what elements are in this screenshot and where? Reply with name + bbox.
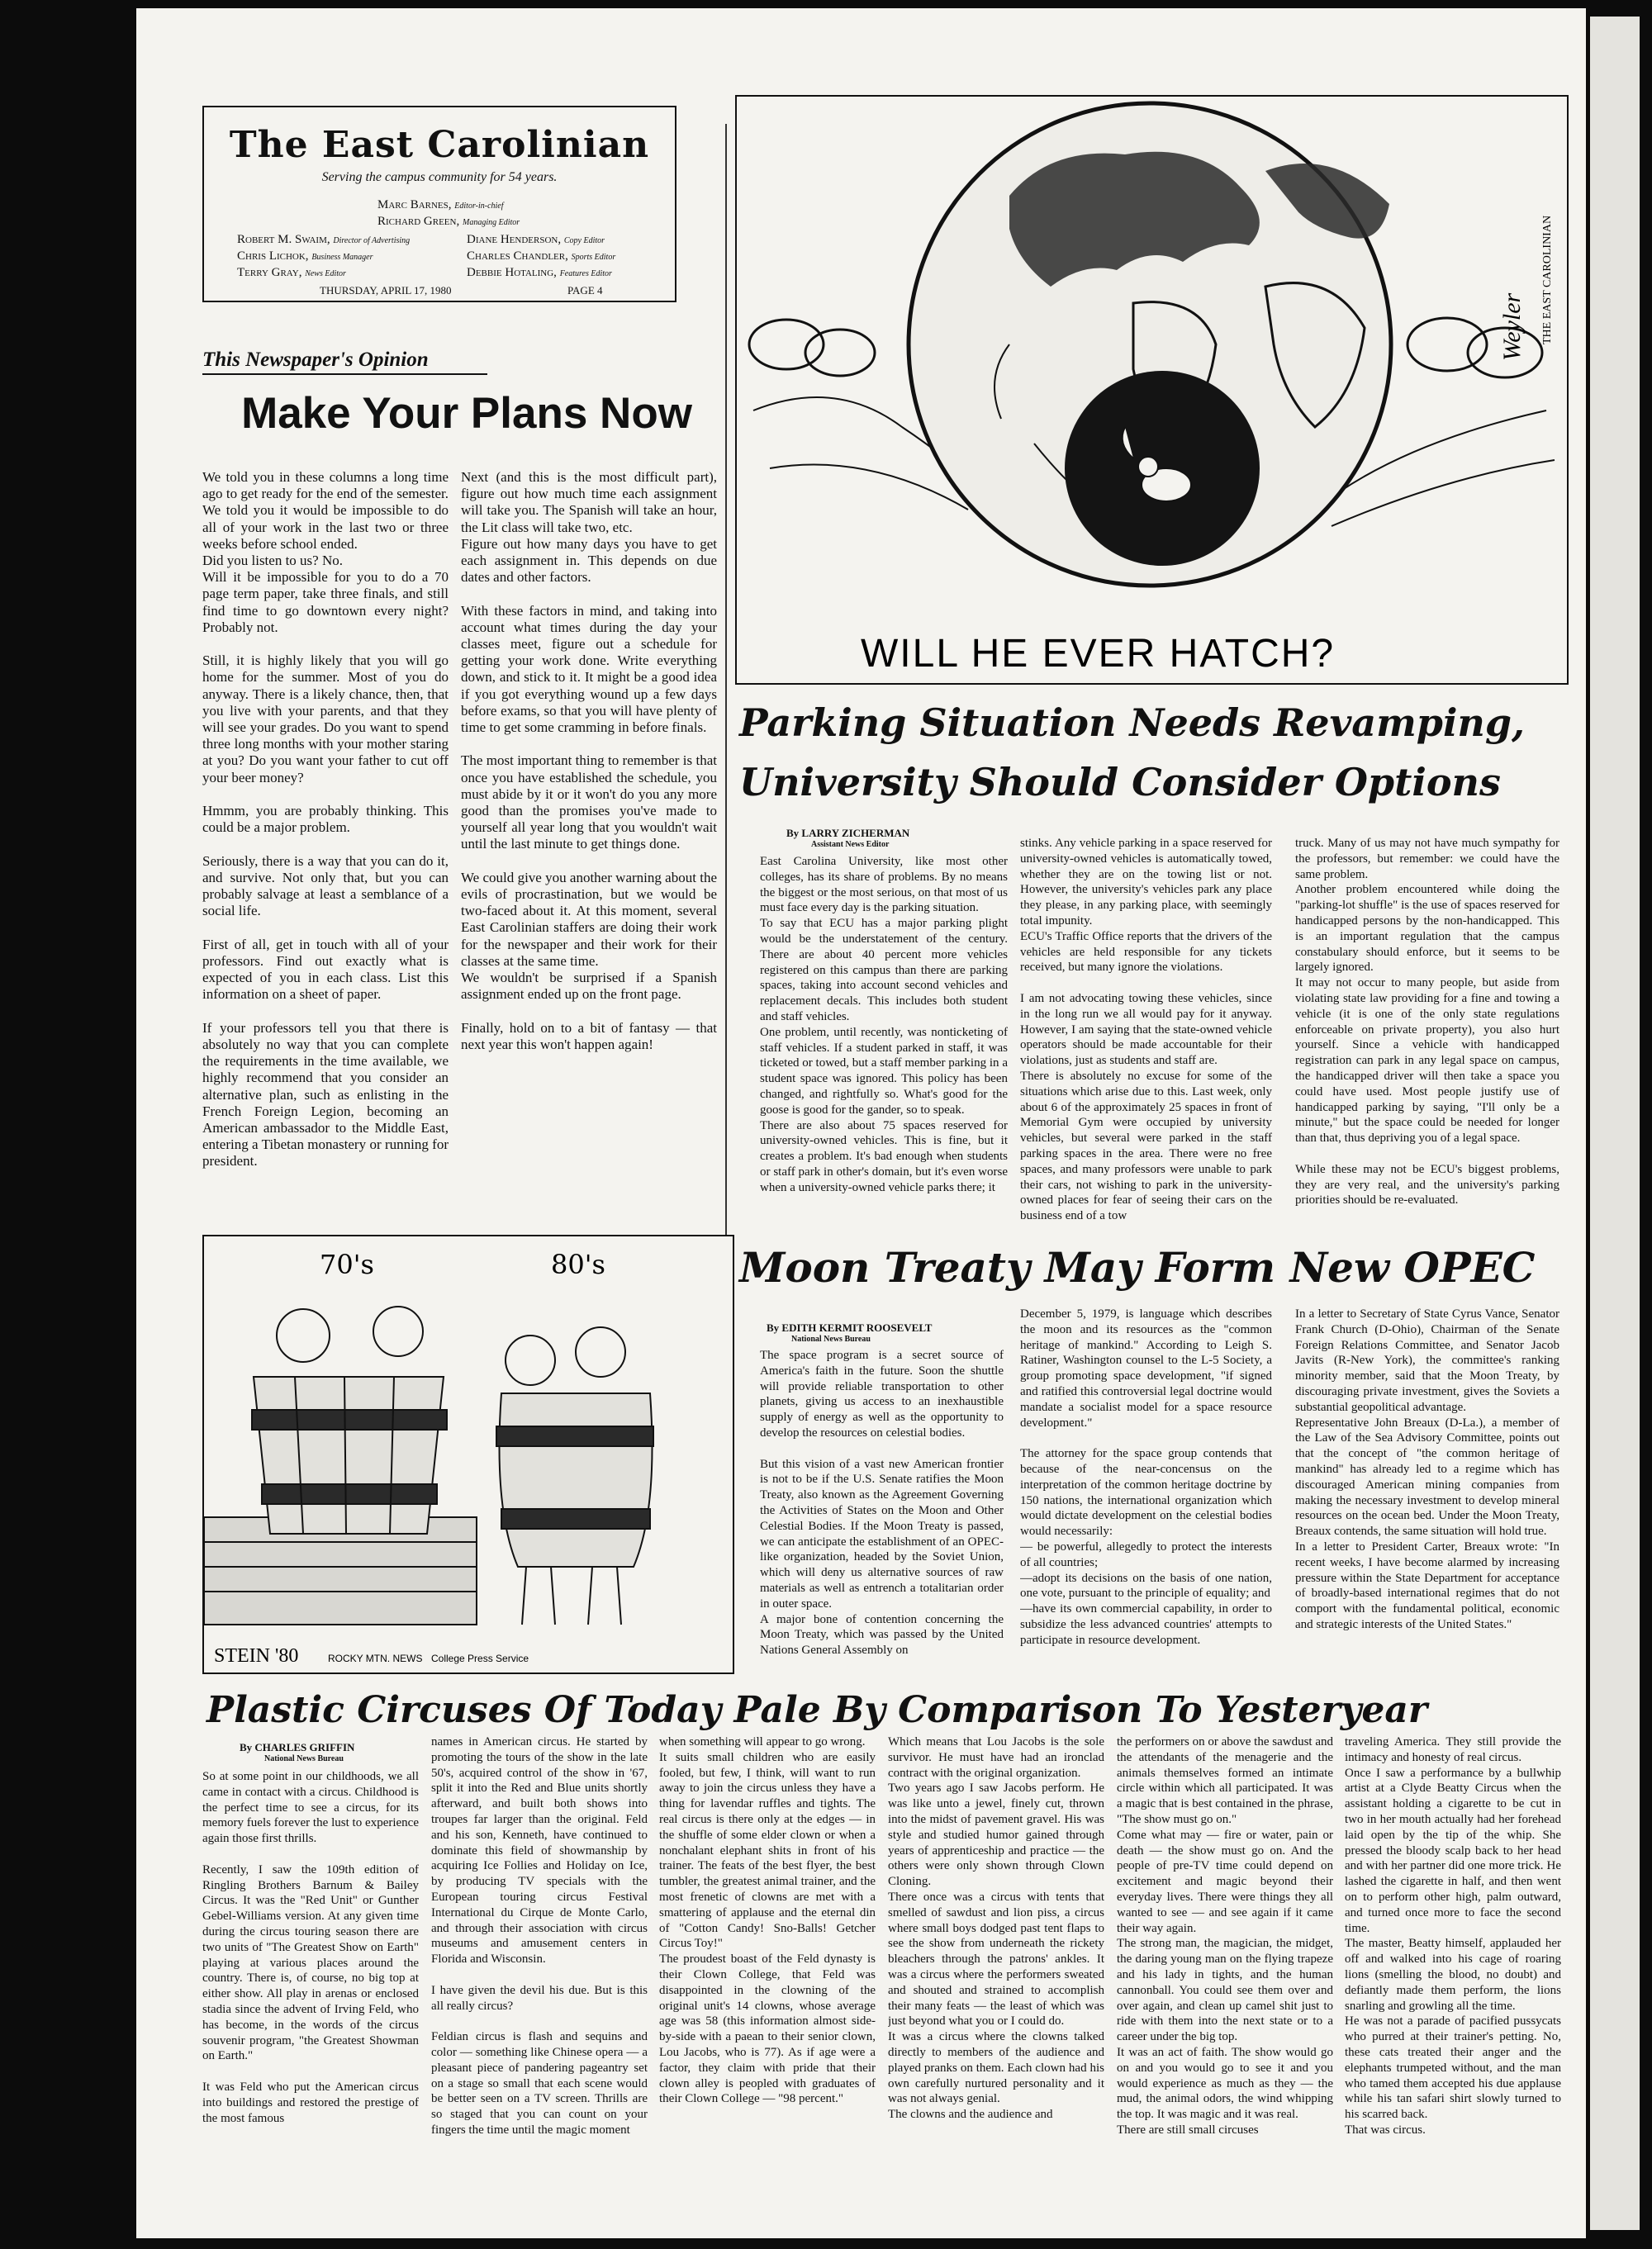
masthead-title: The East Carolinian (229, 124, 650, 166)
cartoon-credit: College Press Service (431, 1653, 529, 1664)
cartoon-credit: ROCKY MTN. NEWS (328, 1653, 423, 1664)
parking-headline-2: University Should Consider Options (739, 760, 1501, 804)
moon-column-1: The space program is a secret source of America's faith in the future. Soon the shuttle will provide reliable transportation to other planets, giving us access to an inexhaustible supply of energy as well as the opportunity to develop the resources on celestial bodies. But this vision of a vast new American frontier is not to be if the U.S. Senate ratifies the Moon Treaty, also known as the Agreement Governing the Activities of States on the Moon and Other Celestial Bodies. If the Moon Treaty is passed, we can anticipate the establishment of an OPEC-like organization, headed by the Soviet Union, which will deny us alternative sources of raw materials as well as entrench a totalitarian order in outer space. A major bone of contention concerning the Moon Treaty, which was passed by the United Nations General Assembly on (760, 1349, 1004, 1658)
editorial-kicker: This Newspaper's Opinion (202, 349, 429, 371)
moon-column-2: December 5, 1979, is language which describes the moon and its resources as the "common heritage of mankind." According to Leigh S. Ratiner, Washington counsel to the L-5 Society, a group promoting space development, "if signed and ratified this controversial legal doctrine would mandate a socialist model for a space resource development." The attorney for the space group contends that because of the near-concensus on the interpretation of the common heritage doctrine by 150 nations, the international organization which would dictate development on the celestial bodies would necessarily: — be powerful, allegedly to protect the interests of all countries; —adopt its decisions on the basis of one nation, one vote, pursuant to the principle of equality; and —have its own commercial capability, in order to subsidize the less advanced countries' attempts to participate in resource development. (1020, 1307, 1272, 1647)
page-number: PAGE 4 (567, 284, 603, 297)
staff-line: Robert M. Swaim, Director of Advertising (237, 233, 411, 246)
staff-line: Debbie Hotaling, Features Editor (467, 266, 612, 279)
staff-line: Charles Chandler, Sports Editor (467, 249, 616, 263)
editorial-headline: Make Your Plans Now (241, 389, 692, 438)
parking-byline: By LARRY ZICHERMAN Assistant News Editor (786, 827, 910, 849)
parking-column-1: East Carolina University, like most other colleges, has its share of problems. By no means the biggest or the most serious, on that most of us must face every day is the parking situation. To say that ECU has a major parking plight would be the understatement of the century. There are about 40 percent more vehicles registered on this campus than there are parking spaces, taking into account second vehicles and replacement decals. This includes both student and staff vehicles. One problem, until recently, was nonticketing of staff vehicles. If a student parked in staff, it was ticketed or towed, but a staff member parking in a student space was ignored. This policy has been changed, and rightfully so. What's good for the goose is good for the gander, so to speak. There are also about 75 spaces reserved for university-owned vehicles. This is fine, but it creates a problem. It's bad enough when students or staff park in other's domain, but it's even worse when a university-owned vehicle parks there; it (760, 855, 1008, 1194)
parking-column-3: truck. Many of us may not have much sympathy for the professors, but remember: we could have the same problem. Another problem encountered while doing the "parking-lot shuffle" is the use of spaces reserved for handicapped persons by the non-handicapped. This is an important regulation that the campus constabulary should enforce, but it seems to be largely ignored. It may not occur to many people, but aside from violating state law providing for a fine and towing a vehicle (it is one of the only state regulations enforceable on private property), you also hurt yourself. Since a vehicle with handicapped registration can park in any legal space on campus, the handicapped driver will then take a space you could have used. Most people justify use of handicapped parking by saying, "I'll only be a minute," but the space could be needed for longer than that, thus depriving you of a legal space. While these may not be ECU's biggest problems, they are very real, and the university's parking priorities should be re-evaluated. (1295, 837, 1559, 1208)
masthead-tagline: Serving the campus community for 54 years. (321, 170, 558, 184)
egg-icon (749, 320, 824, 369)
editorial-column-2: Next (and this is the most difficult part), figure out how much time each assignment will take you. The Spanish will take an hour, the Lit class will take two, etc. Figure out how many days you have to get each assignment in. This depends on due dates and other factors. With these factors in mind, and taking into account what times during the day your classes meet, figure out a schedule for getting your work done. Write everything down, and stick to it. It might be a good idea if you got everything wound up a few days before exams, so that you will have plenty of time to get some cramming in before finals. The most important thing to remember is that once you have established the schedule, you must abide by it or it won't do you any more good than the promises you've made to yourself all year long that you wouldn't wait until the last minute to get things done. We could give you another warning about the evils of procrastination, but we would be two-faced about it. At this moment, several East Carolinian staffers are doing their work for the newspaper and their work for their classes at the same time. We wouldn't be surprised if a Spanish assignment ended up on the front page. Finally, hold on to a bit of fantasy — that next year this won't happen again! (461, 469, 717, 1052)
cartoon-caption: WILL HE EVER HATCH? (861, 632, 1336, 676)
egg-icon (1408, 318, 1487, 371)
cartoon-credit: THE EAST CAROLINIAN (1541, 215, 1554, 344)
circus-column-1: So at some point in our childhoods, we all came in contact with a circus. Childhood is the perfect time to see a circus, for its memory fuels forever the lust to experience again those first thrills. Recently, I saw the 109th edition of Ringling Brothers Barnum & Bailey Circus. It was the "Red Unit" or Gunther Gebel-Williams version. At any given time during the circus touring season there are two units of "The Greatest Show on Earth" playing at various places around the country. There is, of course, no big top at either show. All play in arenas or enclosed stadia since the advent of Irving Feld, who has become, in the words of the circus souvenir program, "the Greatest Showman on Earth." It was Feld who put the American circus into buildings and restored the prestige of the most famous (202, 1770, 419, 2125)
cartoonist-signature: Weyler (1498, 292, 1526, 361)
masthead-box (202, 106, 676, 302)
circus-column-2: names in American circus. He started by promoting the tours of the show in the late 50's, acquired control of the show in '67, split it into the Red and Blue units shortly afterward, and built both shows into troupes far larger than the original. Feld and his son, Kenneth, have continued to dominate this field of showmanship by acquiring Ice Follies and Holiday on Ice, by producing TV specials with the European touring circus Festival International du Cirque de Monte Carlo, and through their association with circus museums and amusement centers in Florida and Wisconsin. I have given the devil his due. But is this all really circus? Feldian circus is flash and sequins and color — something like Chinese opera — a pleasant piece of pandering pageantry set on a stage so small that each scene would be better seen on a TV screen. Thrills are so staged that you can count on your fingers the time until the magic moment (431, 1735, 648, 2137)
barrel-wearer-head (576, 1327, 625, 1377)
globe-cartoon (735, 95, 1569, 685)
staff-line: Marc Barnes, Editor-in-chief (377, 198, 504, 211)
globe-cartoon-drawing (737, 97, 1567, 683)
parking-headline-1: Parking Situation Needs Revamping, (739, 700, 1526, 745)
barrel-80s (500, 1393, 653, 1567)
moon-byline: By EDITH KERMIT ROOSEVELT National News Bureau (767, 1321, 933, 1344)
circus-column-6: traveling America. They still provide the intimacy and honesty of real circus. Once I saw a performance by a bullwhip artist at a Clyde Beatty Circus when the assistant holding a cigarette to be cut in two in her mouth actually had her forehead laid open by the tip of the whip. She pressed the bloody scalp back to her head and with her partner did one more trick. He lashed the cigarette in half, and then went on to perform other high, palm outward, and turned once more to face the second time. The master, Beatty himself, applauded her off and walked into his cage of roaring lions (smelling the blood, no doubt) and defiantly made them perform, the lions snarling and growling all the time. He was not a parade of pacified pussycats who purred at their trainer's petting. No, these cats treated their anger and the elephants trumpeted without, and the man who tamed them accepted his due applause while his tan safari shirt slowly turned to his scarred back. That was circus. (1345, 1735, 1561, 2137)
issue-date: THURSDAY, APRIL 17, 1980 (320, 284, 452, 297)
cartoonist-signature: STEIN '80 (214, 1645, 299, 1667)
circus-headline: Plastic Circuses Of Today Pale By Comparison To Yesteryear (206, 1689, 1428, 1731)
editorial-column-1: We told you in these columns a long time ago to get ready for the end of the semester. We told you it would be impossible to do all of your work in the last two or three weeks before school ended. Did you listen to us? No. Will it be impossible for you to do a 70 page term paper, take three finals, and still find time to go downtown every night? Probably not. Still, it is highly likely that you will go home for the summer. Most of you do anyway. There is a likely chance, then, that you live with your parents, and that they will see your grades. Do you want to spend three long months with your mother staring at you? Do you want your father to cut off your beer money? Hmmm, you are probably thinking. This could be a major problem. Seriously, there is a way that you can do it, and survive. Not only that, but you can probably salvage at least a semblance of a social life. First of all, get in touch with all of your professors. Find out exactly what is expected of you in each class. List this information on a sheet of paper. If your professors tell you that there is absolutely no way that you can complete the requirements in the time available, we highly recommend that you consider an alternative plan, such as enlisting in the French Foreign Legion, becoming an American ambassador to the Middle East, entering a Tibetan monastery or running for president. (202, 469, 449, 1170)
parking-column-2: stinks. Any vehicle parking in a space reserved for university-owned vehicles is automatically towed, whether they are on the towing list or not. However, the university's vehicles park any place they please, in any parking place, with seemingly total impunity. ECU's Traffic Office reports that the drivers of the vehicles are held responsible for any tickets received, but many ignore the violations. I am not advocating towing these vehicles, since in the long run we all would pay for it anyway. However, I am saying that the state-owned vehicle operators should be made accountable for their violations, just as students and staff are. There is absolutely no excuse for some of the situations which arise due to this. Last week, only about 6 of the approximately 25 spaces in front of Memorial Gym were occupied by university vehicles, but several were parked in the staff parking spaces in the area. There were no free spaces, and many professors were unable to park their cars, not wishing to park in the university-owned places for fear of seeing their cars on the business end of a tow (1020, 837, 1272, 1223)
bather-head (277, 1309, 330, 1362)
column-rule (725, 124, 727, 1264)
circus-byline: By CHARLES GRIFFIN National News Bureau (240, 1741, 355, 1763)
circus-column-3: when something will appear to go wrong. It suits small children who are easily fooled, but few, I think, will want to run away to join the circus unless they have a thing for lavendar ruffles and tights. The real circus is there only at the edges — in the shuffle of some elder clown or when a nonchalant elephant shits in front of his trainer. The feats of the best flyer, the best tumbler, the greatest animal trainer, and the most frenetic of clowns are met with a smattering of applause and the eternal din of "Cotton Candy! Sno-Balls! Getcher Circus Toy!" The proudest boast of the Feld dynasty is their Clown College, that Feld was disappointed in the clowning of the original unit's 14 clowns, whose average age was 58 (this information almost side-by-side with a paean to their senior clown, Lou Jacobs, who is 77). As if age were a factor, they claim with pride that their clown alley is peopled with graduates of their Clown College — "98 percent." (659, 1735, 876, 2106)
staff-line: Richard Green, Managing Editor (377, 215, 520, 228)
barrel-wearer-head (506, 1336, 555, 1385)
moon-headline: Moon Treaty May Form New OPEC (739, 1243, 1536, 1292)
egg-icon (805, 330, 875, 376)
staff-line: Terry Gray, News Editor (237, 266, 346, 279)
cartoon-label-80s: 80's (551, 1249, 605, 1280)
staff-line: Diane Henderson, Copy Editor (467, 233, 605, 246)
circus-column-4: Which means that Lou Jacobs is the sole survivor. He must have had an ironclad contract with the original organization. Two years ago I saw Jacobs perform. He was like unto a jewel, finely cut, thrown into the midst of pavement gravel. His was style and studied humor gained through years of apprenticeship and practice — the others were only shown through Clown Cloning. There once was a circus with tents that smelled of sawdust and lion piss, a circus where small boys dodged past tent flaps to see the show from underneath the rickety bleachers through the patrons' ankles. It was a circus where the performers sweated and shouted and strained to accomplish their many feats — the least of which was just beyond what you or I could do. It was a circus where the clowns talked directly to members of the audience and played pranks on them. Each clown had his own carefully nurtured personality and it was not always genial. The clowns and the audience and (888, 1735, 1104, 2122)
tubs-cartoon (202, 1235, 734, 1674)
circus-column-5: the performers on or above the sawdust and the attendants of the menagerie and the animals themselves formed an intimate circle within which all participated. It was a magic that is best contained in the phrase, "The show must go on." Come what may — fire or water, pain or death — the show must go on. And the people of pre-TV time could depend on excitement and magic beyond their everyday lives. There were things they all wanted to see — and see again if it came their way again. The strong man, the magician, the midget, the daring young man on the flying trapeze and his lady in tights, and the human cannonball. You could see them over and over again, and clean up camel shit just to ride with them into the next state or to a career under the big top. It was an act of faith. The show would go on and you would go to see it and you would experience as much as they — the mud, the animal odors, the wind whipping the top. It was magic and it was real. There are still small circuses (1117, 1735, 1333, 2137)
bather-head (373, 1307, 423, 1356)
kicker-rule (202, 373, 487, 375)
adjacent-page-edge (1590, 17, 1640, 2230)
tubs-cartoon-drawing (204, 1236, 733, 1673)
hot-tub-70s (254, 1377, 444, 1534)
staff-line: Chris Lichok, Business Manager (237, 249, 373, 263)
moon-column-3: In a letter to Secretary of State Cyrus Vance, Senator Frank Church (D-Ohio), Chairman of the Senate Foreign Relations Committee, and Senator Jacob Javits (R-New York), the committee's ranking minority member, said that the Moon Treaty, by discouraging private investment, gives the Soviets a substantial geopolitical advantage. Representative John Breaux (D-La.), a member of the Law of the Sea Advisory Committee, points out that the concept of "the common heritage of mankind" has already led to a regime which has discouraged American mining companies from making the necessary investment to develop mineral resources on the ocean bed. Under the Moon Treaty, Breaux contends, the same situation will hold true. In a letter to President Carter, Breaux wrote: "In recent weeks, I have become alarmed by increasing pressure within the State Department for acceptance of broadly-based international regimes that do not comport with the fundamental political, economic and strategic interests of the United States." (1295, 1307, 1559, 1631)
cartoon-label-70s: 70's (320, 1249, 374, 1280)
